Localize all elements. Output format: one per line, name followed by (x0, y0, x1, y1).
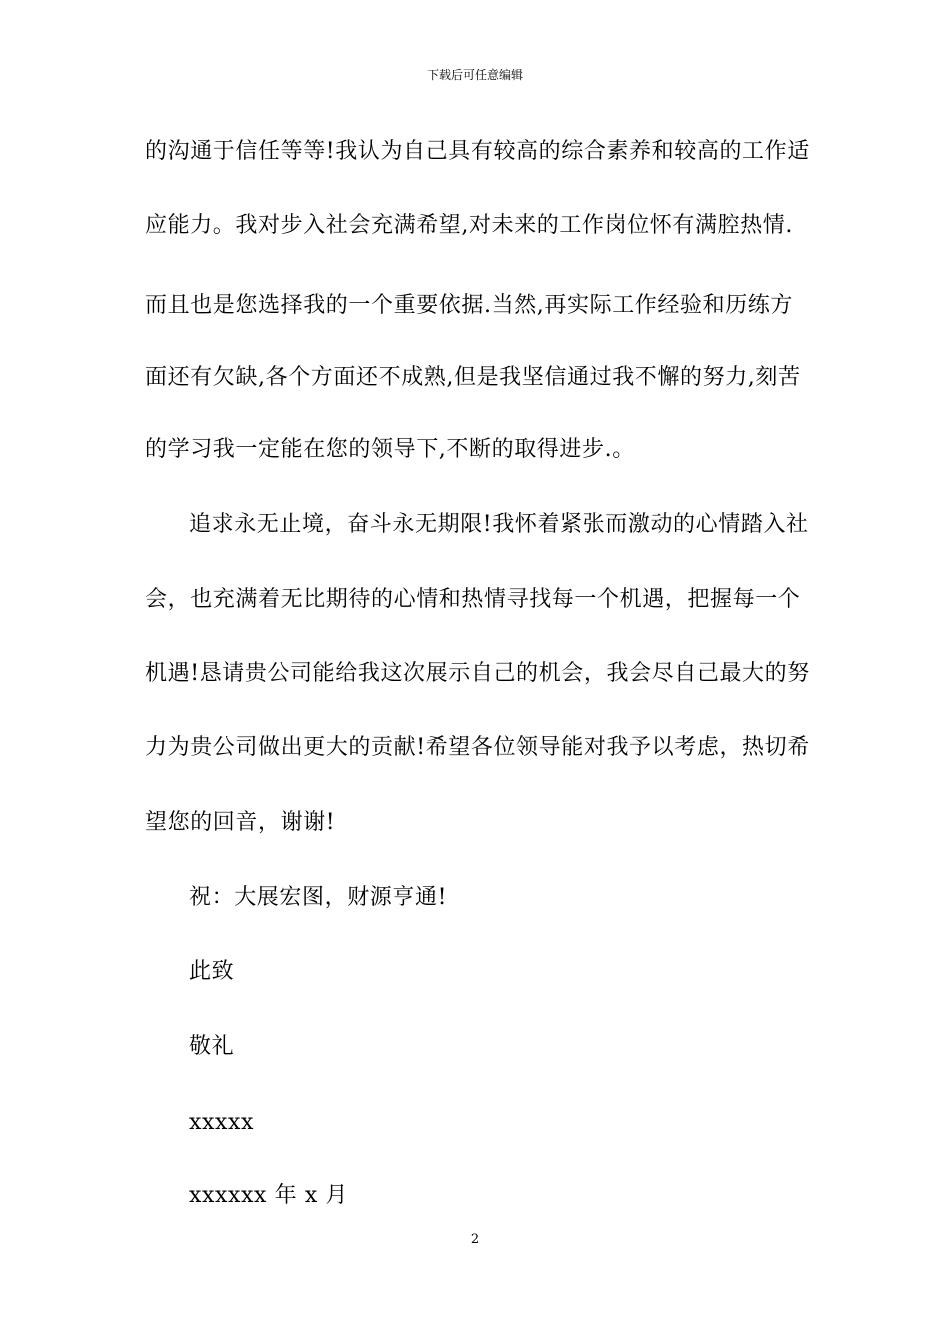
page-header: 下载后可任意编辑 (426, 68, 523, 82)
body-line-6: 追求永无止境，奋斗永无期限!我怀着紧张而激动的心情踏入社 (189, 512, 809, 537)
body-line-3: 而且也是您选择我的一个重要依据.当然,再实际工作经验和历练方 (145, 293, 793, 318)
closing-greeting-1: 此致 (189, 959, 235, 984)
body-line-2: 应能力。我对步入社会充满希望,对未来的工作岗位怀有满腔热情. (145, 213, 793, 238)
body-line-5: 的学习我一定能在您的领导下,不断的取得进步.。 (145, 437, 635, 462)
body-line-4: 面还有欠缺,各个方面还不成熟,但是我坚信通过我不懈的努力,刻苦 (145, 365, 801, 390)
body-line-9: 力为贵公司做出更大的贡献!希望各位领导能对我予以考虑，热切希 (145, 735, 810, 760)
body-line-7: 会，也充满着无比期待的心情和热情寻找每一个机遇，把握每一个 (145, 587, 801, 612)
page-number: 2 (470, 1232, 480, 1247)
body-line-10: 望您的回音，谢谢! (145, 810, 336, 835)
body-line-1: 的沟通于信任等等!我认为自己具有较高的综合素养和较高的工作适 (145, 139, 810, 164)
closing-wish: 祝：大展宏图，财源亨通! (189, 885, 448, 910)
signature-name: xxxxx (189, 1110, 255, 1135)
signature-date: xxxxxx 年 x 月 (189, 1183, 349, 1208)
body-line-8: 机遇!恳请贵公司能给我这次展示自己的机会，我会尽自己最大的努 (145, 661, 810, 686)
closing-greeting-2: 敬礼 (189, 1034, 235, 1059)
